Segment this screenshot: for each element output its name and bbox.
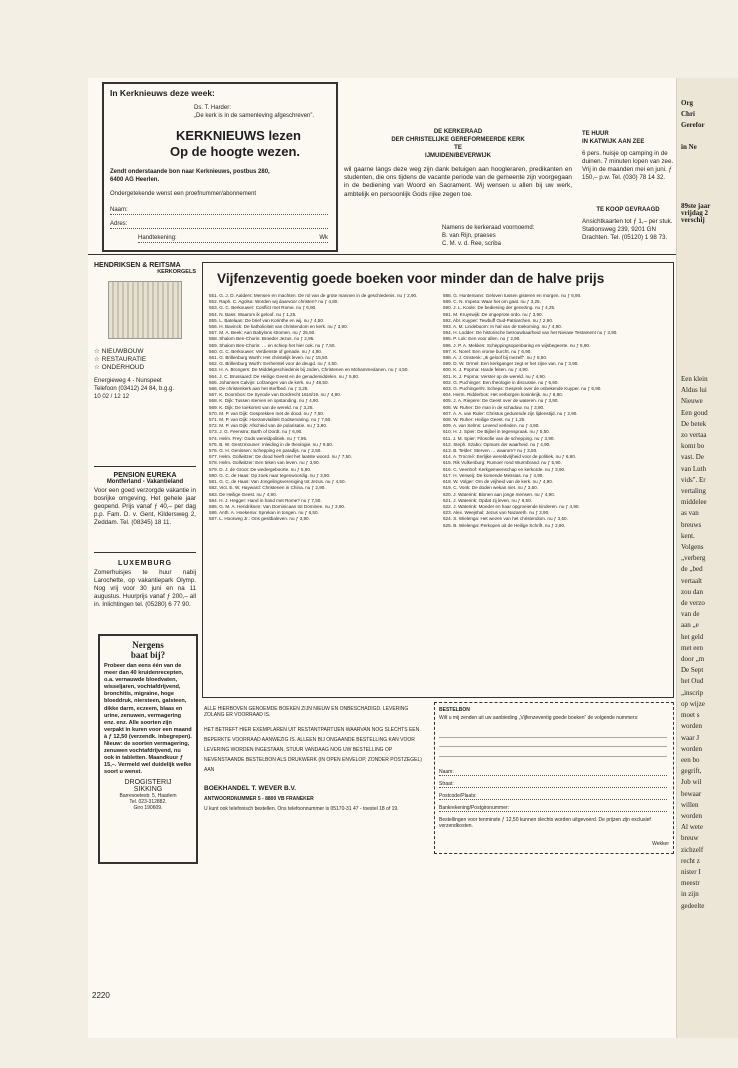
book-listing: 599. D. W. Ormel: Een kerkganger zegt er het zijne van. nu ƒ 3,90. xyxy=(443,361,579,367)
strip-line: breuws xyxy=(681,520,702,529)
strip-line: Nieuwe xyxy=(681,397,703,406)
strip-line: willen xyxy=(681,800,699,809)
strip-line: Chri xyxy=(681,110,695,118)
strip-line: worden xyxy=(681,811,702,820)
strip-line: „verberg xyxy=(681,554,706,563)
eureka-body: Voor een goed verzorgde vakantie in bosrijke omgeving. Het gehele jaar geopend. Prijs vanaf ƒ 40,– per dag p.p. Fam. D. v. Gent, Kildersweg 2, Zeddam. Tel. (08345) 18 11. xyxy=(94,487,196,526)
book-listing: 623. Alex. Weejshal: Jezus van Nazareth. nu ƒ 3,90. xyxy=(443,510,550,516)
book-listing: 601. K. J. Popma: Verster op de wereld. nu ƒ 4,90. xyxy=(443,373,546,379)
sikking-addr-1: Barrevoetestr. 5, Haarlem xyxy=(119,792,177,799)
book-listing: 592. Abr. Kuyper: Tewbuff Oud-Patriarchen. nu ƒ 2,90. xyxy=(443,317,554,323)
book-listing: 560. G. C. Berkouwer: Verdienste of genade. nu ƒ 4,90. xyxy=(209,348,323,354)
sikking-shop-1: DROGISTERIJ xyxy=(124,778,172,786)
hendriksen-addr-3: 10 02 / 12 12 xyxy=(94,394,130,400)
strip-line: Aldus lui xyxy=(681,386,707,395)
strip-line: een bo xyxy=(681,755,700,764)
strip-line: as van xyxy=(681,509,699,518)
strip-line: De Sept xyxy=(681,666,704,675)
book-listing: 605. J. A. Riepere: De Geest over de wateren. nu ƒ 3,90. xyxy=(443,398,559,404)
kerkeraad-sign-1: Namens de kerkeraad voornoemd: xyxy=(442,225,535,231)
bestelbon-postal-label: Postcode/Plaats: xyxy=(439,793,477,799)
strip-line: worden xyxy=(681,722,702,731)
book-listing: 621. J. Waterink: Opdat zij leven. nu ƒ 6,50. xyxy=(443,497,532,503)
book-listing: 608. W. Ruher: Heilige Geest. nu ƒ 1,25. xyxy=(443,417,526,423)
kerknieuws-send-1: Zendt onderstaande bon naar Kerknieuws, postbus 280, xyxy=(110,169,270,175)
kerkeraad-title-4: IJMUIDEN/BEVERWIJK xyxy=(425,153,491,159)
book-listing: 609. A. van Selms: Levend verleden. nu ƒ 4,90. xyxy=(443,423,540,429)
book-listing: 607. A. A. van Ruler: Christus gedurende zijn lijdenstijd. nu ƒ 2,90. xyxy=(443,410,578,416)
book-listing: 561. G. Brillenburg Wurth: Het christelijk leven. nu ƒ 15,50. xyxy=(209,355,329,361)
sikking-title-1: Nergens xyxy=(132,640,164,650)
book-listing: 613. B. Telder: Sterven … waarom? nu ƒ 3,50. xyxy=(443,448,538,454)
kerknieuws-header: In Kerknieuws deze week: xyxy=(110,88,215,98)
strip-line: gegrift, xyxy=(681,767,702,776)
organ-illustration xyxy=(108,281,182,339)
strip-line: Al wete xyxy=(681,823,703,832)
book-listing: 606. W. Ruher: De man in de schaduw. nu ƒ 3,90. xyxy=(443,404,545,410)
book-listing: 620. J. Waterink: Binnen aan jonge mensen. nu ƒ 4,90. xyxy=(443,491,555,497)
book-listing: 575. B. W. Gentzmouner: Inleiding in de theologie. nu ƒ 9,50. xyxy=(209,441,334,447)
book-listing: 553. G. C. Berkouwer: Conflict met Rome. nu ƒ 6,90. xyxy=(209,305,317,311)
book-listing: 618. W. Volger: Om de vrijheid van de kerk. nu ƒ 4,90. xyxy=(443,479,554,485)
name-label: Naam: xyxy=(110,207,128,213)
book-listing: 597. K. Norel: Een vrome burcht. nu ƒ 6,90. xyxy=(443,348,532,354)
te-huur-title-2: IN KATWIJK AAN ZEE xyxy=(582,139,645,145)
book-listing: 593. A. M. Lindeboom: In hal van de toekoming. nu ƒ 4,90. xyxy=(443,324,563,330)
strip-line: komt bo xyxy=(681,442,705,451)
strip-line: vertaling xyxy=(681,487,706,496)
hendriksen-item-2: ☆ ONDERHOUD xyxy=(94,364,145,371)
luxemburg-ad xyxy=(94,560,196,609)
book-listing: 619. C. Vonk: De doden wekan niet. nu ƒ 3,50. xyxy=(443,485,539,491)
book-listing: 578. Helm. Gollwitzer: Een teken van leven. nu ƒ 3,90. xyxy=(209,460,320,466)
strip-line: van Luth xyxy=(681,464,707,473)
hendriksen-name: HENDRIKSEN & REITSMA xyxy=(94,262,181,269)
strip-line: nister I xyxy=(681,867,701,876)
hendriksen-sub: KERKORGELS xyxy=(157,269,196,275)
book-listing: 612. Steph. Szabo: Opmars der waarheid. nu ƒ 4,90. xyxy=(443,441,551,447)
adjacent-page-strip xyxy=(676,78,738,1038)
book-listing: 583. De Heilige Geest. nu ƒ 4,90. xyxy=(209,491,277,497)
book-listing: 559. Shalom Ben-Chorin: … en schiep het hier ook. nu ƒ 7,50. xyxy=(209,342,336,348)
strip-line: van de xyxy=(681,610,700,619)
books-headline: Vijfenzeventig goede boeken voor minder dan de halve prijs xyxy=(217,271,605,286)
book-listing: 564. J. C. Brussaard: De Heilige Geest en de genademiddelen. nu ƒ 5,80. xyxy=(209,373,360,379)
books-left-column xyxy=(209,293,437,523)
book-listing: 585. G. M. A. Hendriksen: Van Dominicaan tot Dominee. nu ƒ 3,90. xyxy=(209,503,346,509)
strip-line: in zijn xyxy=(681,890,699,899)
books-condition-1: HET BETREFT HIER EXEMPLAREN UIT RESTANTPARTIJEN WAARVAN NOG SLECHTS EEN BEPERKTE VOORRAAD AANWEZIG IS. ALLEEN BIJ ONGAANDE BESTELLING KAN VOOR LEVERING WORDEN INGESTAAN. STUUR VANDAAG NOG UW BESTELLING OP NEVENSTAANDE BESTELBON ALS DRUKWERK (IN OPEN ENVELOP, ZONDER POSTZEGEL) AAN xyxy=(204,726,422,773)
bestelbon-note: Bestellingen voor tenminste ƒ 12,50 kunnen slechts worden uitgevoerd. De prijzen zijn exclusief verzendkosten. xyxy=(439,817,651,830)
book-listing: 555. L. Batelaan: De brief van Korinthe en wij. nu ƒ 4,50. xyxy=(209,317,325,323)
top-divider xyxy=(88,254,678,255)
te-huur-ad xyxy=(582,130,674,182)
newspaper-page xyxy=(88,78,678,1038)
bestelbon-bank-label: Bankrekening/Postgironummer: xyxy=(439,805,510,811)
kerknieuws-ad xyxy=(102,82,338,252)
kerkeraad-title-2: DER CHRISTELIJKE GEREFORMEERDE KERK xyxy=(391,137,525,143)
strip-line: vertaalt xyxy=(681,576,702,585)
book-listing: 570. M. P. van Dijk: Gesprekken met de dood. nu ƒ 7,50. xyxy=(209,410,325,416)
book-listing: 552. Raph. C. Agolsa: Worden wij daarvoor christen? nu ƒ 4,80. xyxy=(209,299,339,305)
publisher-3: U kunt ook telefonisch bestellen. Ons telefoonnummer is 05170-31 47 - toestel 18 of 19. xyxy=(204,805,399,812)
books-ad xyxy=(202,262,674,698)
book-listing: 616. C. Veenhof: Kerkgemeenschap en kerkorde. nu ƒ 3,90. xyxy=(443,466,566,472)
publisher-1: BOEKHANDEL T. WEVER B.V. xyxy=(204,784,297,792)
kerknieuws-subscribe: Ondergetekende wenst een proefnummer/abonnement xyxy=(110,191,257,197)
strip-line: zichzelf xyxy=(681,845,704,854)
strip-line: in Ne xyxy=(681,143,697,151)
bestelbon-numbers-field[interactable] xyxy=(439,729,667,757)
bestelbon xyxy=(434,702,674,854)
strip-line: bewaar xyxy=(681,789,702,798)
strip-line: Job wil xyxy=(681,778,702,787)
strip-line: door „m xyxy=(681,655,705,664)
book-listing: 554. N. Bass: Waarom ik geloof. nu ƒ 1,25. xyxy=(209,311,297,317)
book-listing: 584. H. J. Hegger: Hand in hand met Rome? nu ƒ 7,50. xyxy=(209,497,322,503)
strip-line: meestr xyxy=(681,879,700,888)
strip-line: breuw xyxy=(681,834,699,843)
book-listing: 603. G. Puchinger/N. Scheps: Gesprek over de onbekende Kuyper. nu ƒ 6,90. xyxy=(443,386,602,392)
hendriksen-ad xyxy=(94,262,196,401)
strip-line: vids". Er xyxy=(681,475,706,484)
kerknieuws-name-field[interactable] xyxy=(110,206,328,215)
wk-label: Wk xyxy=(319,235,328,241)
luxemburg-title: LUXEMBURG xyxy=(117,560,173,567)
book-listing: 590. J. L. Koole: De bediening der genezing. nu ƒ 4,25. xyxy=(443,305,556,311)
book-listing: 572. M. P. van Dijk: Afscheid van de polarisatie. nu ƒ 3,90. xyxy=(209,423,328,429)
book-listing: 595. P. Lok: Een voor allen. nu ƒ 2,90. xyxy=(443,336,521,342)
bestelbon-intro: Wilt u mij zenden uit uw aanbieding „Vijfenzeventig goede boeken” de volgende nummers: xyxy=(439,715,639,721)
bestelbon-bank-field[interactable] xyxy=(439,805,667,812)
kerknieuws-quote: „De kerk is in de samenleving afgeschreven”. xyxy=(194,113,315,119)
hendriksen-item-1: ☆ RESTAURATIE xyxy=(94,356,147,363)
book-listing: 615. Rik Vulkenburg: Rumoer rond Wurmbrand. nu ƒ 5,90. xyxy=(443,460,562,466)
strip-line: kent. xyxy=(681,531,695,540)
strip-line: met een xyxy=(681,643,703,652)
book-listing: 598. A. J. Onstenk: „Ik geloof bij mezelf”. nu ƒ 8,50. xyxy=(443,355,548,361)
sikking-title-2: baat bij? xyxy=(130,650,166,660)
book-listing: 580. G. C. de Haas: Op zoek naar tegenwoordig. nu ƒ 3,90. xyxy=(209,472,331,478)
strip-line: aan „e xyxy=(681,621,699,630)
strip-line: de verzo xyxy=(681,599,705,608)
strip-line: Een goud xyxy=(681,408,708,417)
bestelbon-street-label: Straat: xyxy=(439,781,454,787)
book-listing: 576. G. H. Genissen: Schepping en paradijs. nu ƒ 2,50. xyxy=(209,448,322,454)
book-listing: 586. Anth. A. Hoekema: Sprekan in tongen. nu ƒ 6,50. xyxy=(209,510,319,516)
book-listing: 558. Shalom Ben-Chorin: Broeder Jezus. nu ƒ 2,95. xyxy=(209,336,315,342)
book-listing: 589. C. N. Impeta: Waar het om gaat. nu ƒ 3,25. xyxy=(443,299,541,305)
hendriksen-addr-1: Energieweg 4 - Nunspeet xyxy=(94,378,162,384)
strip-body xyxy=(677,224,738,912)
bestelbon-postal-field[interactable] xyxy=(439,793,667,800)
kerkeraad-sign-3: C. M. v. d. Ree, scriba xyxy=(442,241,501,247)
te-huur-body: 6 pers. huisje op camping in de duinen. 7 minuten lopen van zee. Vrij in de maanden mei en juni. ƒ 150,– p.w. Tel. (030) 78 14 32. xyxy=(582,150,674,181)
kerknieuws-send-2: 6400 AG Heerlen. xyxy=(110,177,160,183)
strip-line: recht z xyxy=(681,856,700,865)
book-listing: 577. Helm. Gollwitzer: De dood heeft niet het laatste woord. nu ƒ 7,50. xyxy=(209,454,352,460)
kerknieuws-promo-2: Op de hoogte wezen. xyxy=(170,144,301,159)
bestelbon-sign: Wekker xyxy=(652,841,669,847)
book-listing: 611. J. M. Spier: Filosofie van de schepping. nu ƒ 3,90. xyxy=(443,435,555,441)
book-listing: 563. H. A. Brongers: De Middelgeschiedenis bij Joden, Christenen en Mohammedanen. nu ƒ 4,50. xyxy=(209,367,409,373)
book-listing: 582. Vict. E. W. Hayward: Christenen in China. nu ƒ 2,90. xyxy=(209,485,326,491)
book-listing: 562. G. Brillenburg Wurth: Eerherstel voor de deugd. nu ƒ 4,50. xyxy=(209,361,338,367)
book-listing: 579. D. J. de Groot: De wedergeboorte. nu ƒ 5,90. xyxy=(209,466,312,472)
sikking-addr-3: Giro 190609. xyxy=(133,805,163,812)
left-divider-1 xyxy=(94,466,196,467)
te-huur-title-1: TE HUUR xyxy=(582,131,609,137)
strip-line: De betek xyxy=(681,419,707,428)
address-label: Adres: xyxy=(110,221,128,227)
strip-line xyxy=(681,131,738,142)
sikking-shop-2: SIKKING xyxy=(133,785,163,793)
sikking-ad xyxy=(98,634,198,864)
strip-line: vrijdag 2 xyxy=(681,209,709,217)
hendriksen-item-0: ☆ NIEUWBOUW xyxy=(94,348,144,355)
strip-line: het geld xyxy=(681,632,704,641)
strip-line: zo vertaa xyxy=(681,431,707,440)
strip-line: op wijze xyxy=(681,699,705,708)
book-listing: 565. Johannes Calvijn: Lofzangen van de kerk. nu ƒ 48,50. xyxy=(209,379,329,385)
strip-line: middelee xyxy=(681,498,707,507)
bestelbon-street-field[interactable] xyxy=(439,781,667,788)
book-listing: 588. G. Huntemann: Geloven tussen gisteren en morgen. nu ƒ 6,90. xyxy=(443,293,582,298)
signature-label: Handtekening: xyxy=(138,235,177,241)
te-koop-body: Ansichtkaarten tot ƒ 1,– per stuk. Stationsweg 239, 9201 GN Drachten. Tel. (05120) 1 98 73. xyxy=(582,218,673,241)
left-divider-2 xyxy=(94,552,196,553)
book-listing: 596. J. P. A. Mekkes: Scheppingsopenbaring en wijsbegeerte. nu ƒ 5,90. xyxy=(443,342,591,348)
te-koop-ad xyxy=(582,206,674,242)
hendriksen-addr-2: Telefoon (03412) 24 84, b.g.g. xyxy=(94,386,175,392)
books-right-column xyxy=(443,293,667,529)
kerkeraad-sign-2: B. van Rijn, praeses xyxy=(442,233,496,239)
book-listing: 551. G. J. D. Aalders: Mensen en machten. De rol van de grote mannen in de geschiedenis. nu ƒ 2,90. xyxy=(209,293,418,298)
book-listing: 622. J. Waterink: Moeder en haar opgroeiende kinderen. nu ƒ 4,90. xyxy=(443,503,580,509)
bestelbon-title: BESTELBON xyxy=(439,707,470,713)
strip-line: vast. De xyxy=(681,453,704,462)
strip-line: moet s xyxy=(681,711,700,720)
book-listing: 602. G. Puchinger: Een theologie in discussie. nu ƒ 6,90. xyxy=(443,379,559,385)
books-conditions xyxy=(204,706,430,812)
book-listing: 569. K. Dijk: De toekomst van de wereld. nu ƒ 3,25. xyxy=(209,404,314,410)
book-listing: 624. S. Wielenga: Het wezen van het christendom. nu ƒ 3,50. xyxy=(443,516,568,522)
strip-line: 89ste jaar xyxy=(681,202,711,210)
page-number: 2220 xyxy=(92,991,110,1000)
kerkeraad-body: wil gaarne langs deze weg zijn dank betuigen aan hoogleraren, predikanten en studenten, die ons tijdens de vacante periode van de gemeente zijn voorgegaan in de bediening van Woord en Sacrament. Wij wensen u allen bij uw werk, ambtelijk en persoonlijk Gods rijke zegen toe. xyxy=(344,166,572,198)
bestelbon-name-label: Naam: xyxy=(439,769,454,775)
eureka-ad xyxy=(94,472,196,527)
luxemburg-body: Zomerhuisjes te huur nabij Larochette, op vakantiepark Olymp. Nog vrij voor 30 juni en na 11 augustus. Huurprijs vanaf ƒ 200,– all in. Inlichtingen tel. (05280) 6 77 90. xyxy=(94,569,196,608)
strip-line: gedeelte xyxy=(681,901,705,910)
strip-line: verschij xyxy=(681,216,705,224)
kerknieuws-promo-1: KERKNIEUWS lezen xyxy=(176,128,301,143)
strip-line: zou dan xyxy=(681,587,703,596)
book-listing: 568. K. Dijk: Tussen sterven en opstanding. nu ƒ 4,90. xyxy=(209,398,320,404)
book-listing: 604. Herm. Ridderbos: Het verborgen koninkrijk. nu ƒ 6,90. xyxy=(443,392,564,398)
strip-line: het Oud xyxy=(681,677,704,686)
strip-top xyxy=(677,78,738,153)
strip-line: waar J xyxy=(681,733,700,742)
book-listing: 617. H. Verweij: De komende Messias. nu ƒ 4,90. xyxy=(443,472,544,478)
book-listing: 594. H. Lodder: De historische betrouwbaarheid van het Nieuwe Testament nu ƒ 3,90. xyxy=(443,330,618,336)
strip-line: Een klein xyxy=(681,375,708,383)
sikking-body: Probeer dan eens één van de meer dan 40 kruidenrecepten, o.a. vernauwde bloedvaten, wisseljaren, vochtafdrijvend, bronchitis, migraine, hoge bloeddruk, niersteen, galsteen, dikke darm, eczeem, blaas en urine, zenuwen, vermagering enz. enz. Alle soorten zijn verpakt in kuren voor een maand à ƒ 12,50 (verzendk. inbegrepen). Nieuw: de soorten vermagering, zenuwen vochtafdrijvend, nu ook in tabletten. Maandkuur ƒ 15,–. Vermeld wel duidelijk welke soort u wenst. xyxy=(104,663,192,776)
book-listing: 566. De christenkerk aan het sterfbed. nu ƒ 3,25. xyxy=(209,386,309,392)
book-listing: 587. L. Hoorweg Jr.: Ons gesitbaleven. nu ƒ 3,90. xyxy=(209,516,310,522)
strip-line: „inscrip xyxy=(681,688,704,697)
book-listing: 571. M. P. van Dijk: Hoezanvtaliteit Godservaring. nu ƒ 7,50. xyxy=(209,417,332,423)
strip-line: Org xyxy=(681,99,694,107)
kerkeraad-title-3: TE xyxy=(454,145,462,151)
book-listing: 573. J. G. Feenstra: Barth of Dordt. nu ƒ 6,90. xyxy=(209,429,303,435)
book-listing: 567. K. Doornbos: De Synode van Dordrecht 1618/19. nu ƒ 4,90. xyxy=(209,392,342,398)
books-condition-0: ALLE HIERBOVEN GENOEMDE BOEKEN ZIJN NIEUW EN ONBESCHADIGD. LEVERING ZOLANG ER VOORRAAD IS. xyxy=(204,706,409,719)
book-listing: 610. H. J. Spier: De Bijbel in tegenspraak. nu ƒ 5,50. xyxy=(443,429,550,435)
kerknieuws-author: Ds. T. Harder: xyxy=(194,105,231,111)
strip-line: de „bed xyxy=(681,565,703,574)
kerkeraad-ad xyxy=(338,82,578,248)
sikking-addr-2: Tel. 023-312882. xyxy=(129,798,167,805)
strip-mid xyxy=(677,153,738,224)
book-listing: 600. K. J. Popma: Harde feiten. nu ƒ 4,90. xyxy=(443,367,529,373)
kerknieuws-signature-field[interactable] xyxy=(138,234,328,243)
strip-line: worden xyxy=(681,744,702,753)
te-koop-title: TE KOOP GEVRAAGD xyxy=(596,207,660,213)
book-listing: 557. M. A. Beek: Aan Babylons stromen. nu ƒ 25,50. xyxy=(209,330,316,336)
publisher-2: ANTWOORDNUMMER 5 - 8800 VB FRANEKER xyxy=(204,795,314,802)
kerknieuws-address-field[interactable] xyxy=(110,220,328,229)
kerkeraad-title-1: DE KERKERAAD xyxy=(433,129,483,135)
book-listing: 556. H. Bavinck: De katholiciteit van christendom en kerk. nu ƒ 3,90. xyxy=(209,324,348,330)
strip-line: Volgens xyxy=(681,543,704,552)
book-listing: 574. Helm. Frey: Gods wereldpolitiek. nu ƒ 7,95. xyxy=(209,435,308,441)
eureka-sub: Montferland - Vakantieland xyxy=(106,479,184,485)
book-listing: 591. M. Kruyswijk: De ongeprote ordo. nu ƒ 3,90. xyxy=(443,311,543,317)
bestelbon-name-field[interactable] xyxy=(439,769,667,776)
book-listing: 625. B. Wielenga: Perkopen uit de Heilige Schrift. nu ƒ 2,90. xyxy=(443,522,566,528)
book-listing: 614. A. Trocmé: Eerlijke wereldvrijheid voor de politiek. nu ƒ 6,90. xyxy=(443,454,577,460)
book-listing: 581. G. C. de Haas: Van Jongelingsvereniging tot Jezus. nu ƒ 4,50. xyxy=(209,479,346,485)
strip-line: Gerefor xyxy=(681,121,705,129)
eureka-title: PENSION EUREKA xyxy=(113,472,177,479)
